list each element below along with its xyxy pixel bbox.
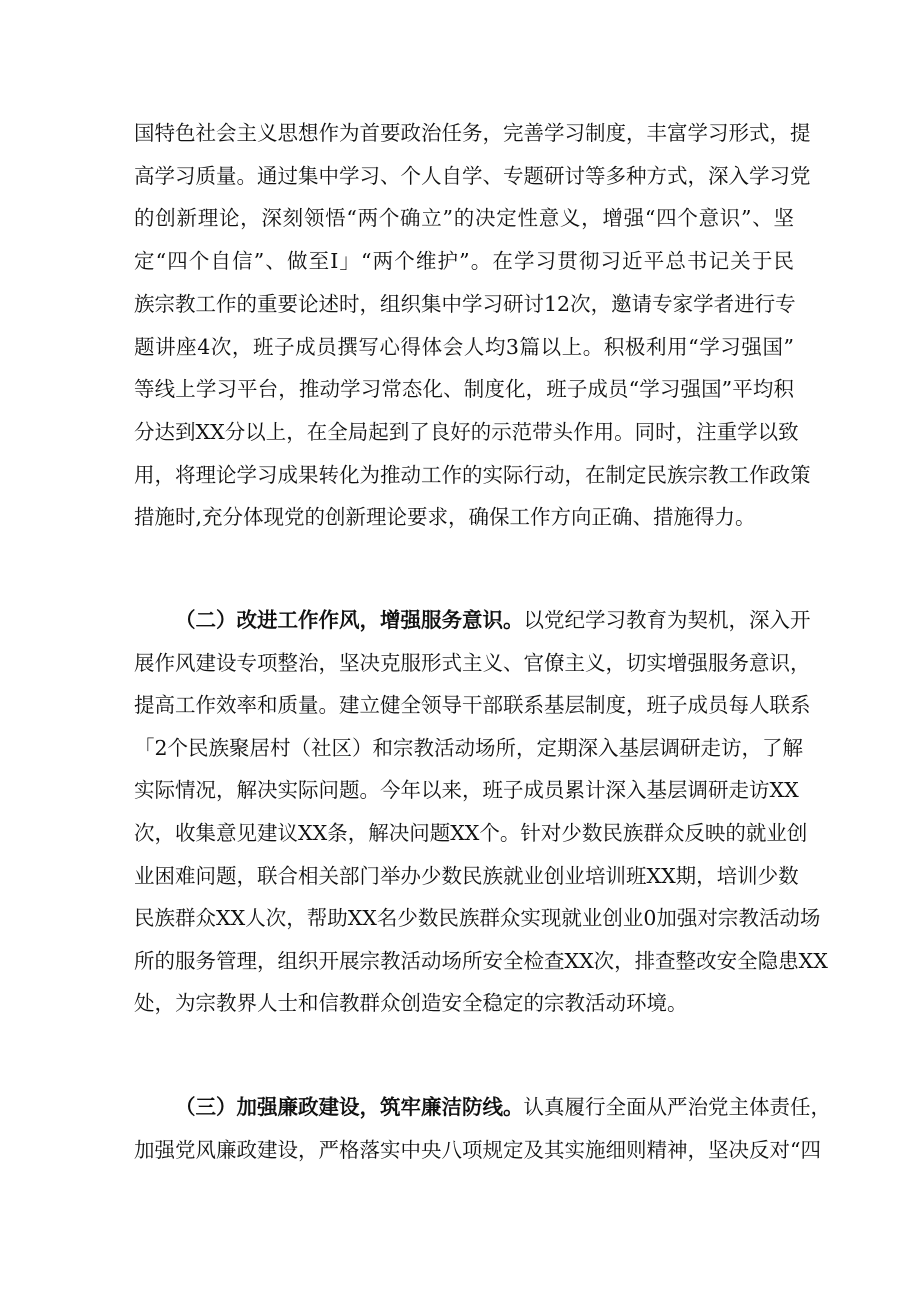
section-heading: （三）加强廉政建设，筑牢廉洁防线。 bbox=[175, 1095, 524, 1119]
paragraph-line: 次，收集意见建议XX条，解决问题XX个。针对少数民族群众反映的就业创 bbox=[134, 820, 808, 845]
paragraph-line: 加强党风廉政建设，严格落实中央八项规定及其实施细则精神，坚决反对“四 bbox=[134, 1138, 821, 1162]
paragraph-first-line bbox=[134, 599, 811, 642]
paragraph-line: 族宗教工作的重要论述时，组织集中学习研讨12次，邀请专家学者进行专 bbox=[134, 291, 796, 316]
paragraph-line: 定“四个自信”、做至I」“两个维护”。在学习贯彻习近平总书记关于民 bbox=[134, 249, 794, 274]
paragraph-line: 提高工作效率和质量。建立健全领导干部联系基层制度，班子成员每人联系 bbox=[134, 693, 811, 718]
paragraph-work-style bbox=[134, 599, 828, 1025]
paragraph-line: 实际情况，解决实际问题。今年以来，班子成员累计深入基层调研走访XX bbox=[134, 778, 799, 803]
paragraph-line: 所的服务管理，组织开展宗教活动场所安全检查XX次，排查整改安全隐患XX bbox=[134, 948, 828, 973]
paragraph-line: 分达到XX分以上，在全局起到了良好的示范带头作用。同时，注重学以致 bbox=[134, 419, 799, 444]
paragraph-line: 的创新理论，深刻领悟“两个确立”的决定性意义，增强“四个意识”、坚 bbox=[134, 206, 794, 231]
paragraph-line: 用，将理论学习成果转化为推动工作的实际行动，在制定民族宗教工作政策 bbox=[134, 462, 811, 487]
paragraph-line: 民族群众XX人次，帮助XX名少数民族群众实现就业创业0加强对宗教活动场 bbox=[134, 906, 821, 931]
paragraph-line: 业困难问题，联合相关部门举办少数民族就业创业培训班XX期，培训少数 bbox=[134, 863, 799, 888]
paragraph-line: 处，为宗教界人士和信教群众创造安全稳定的宗教活动环境。 bbox=[134, 991, 688, 1016]
paragraph-line: 高学习质量。通过集中学习、个人自学、专题研讨等多种方式，深入学习党 bbox=[134, 163, 811, 188]
paragraph-line: 等线上学习平台，推动学习常态化、制度化，班子成员“学习强国”平均积 bbox=[134, 377, 794, 402]
section-heading: （二）改进工作作风，增强服务意识。 bbox=[175, 608, 524, 632]
heading-line-text: 以党纪学习教育为契机，深入开 bbox=[523, 608, 811, 632]
paragraph-line: 措施时,充分体现党的创新理论要求，确保工作方向正确、措施得力。 bbox=[134, 505, 756, 530]
paragraph-integrity bbox=[134, 1086, 831, 1172]
paragraph-first-line bbox=[134, 1086, 831, 1129]
paragraph-line: 展作风建设专项整治，坚决克服形式主义、官僚主义，切实增强服务意识， bbox=[134, 650, 811, 675]
paragraph-study-theory bbox=[134, 112, 811, 539]
paragraph-line: 「2个民族聚居村（社区）和宗教活动场所，定期深入基层调研走访，了解 bbox=[134, 735, 804, 760]
paragraph-line: 题讲座4次，班子成员撰写心得体会人均3篇以上。积极利用“学习强国” bbox=[134, 334, 794, 359]
heading-line-text: 认真履行全面从严治党主体责任， bbox=[523, 1095, 831, 1119]
paragraph-line: 国特色社会主义思想作为首要政治任务，完善学习制度，丰富学习形式，提 bbox=[134, 121, 811, 145]
